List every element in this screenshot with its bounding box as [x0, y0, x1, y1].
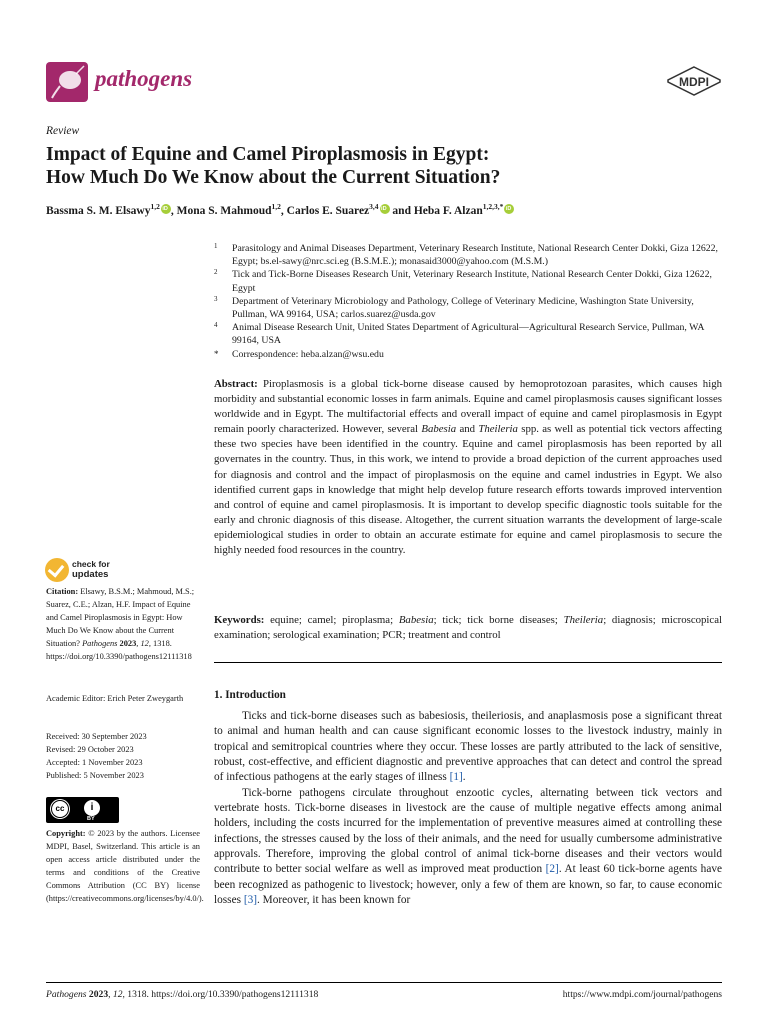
abstract-text: and — [456, 423, 479, 436]
article-title — [46, 143, 686, 189]
academic-editor: Academic Editor: Erich Peter Zweygarth — [46, 694, 184, 703]
affiliation-text: Tick and Tick-Borne Diseases Research Unit, Veterinary Research Institute, National Research Center Dokki, Giza 12622, Egypt — [232, 269, 712, 294]
affiliation-item — [214, 242, 724, 268]
copyright-notice — [46, 827, 204, 906]
check-updates-line1: check for — [72, 559, 110, 569]
author-list — [46, 202, 514, 217]
reference-link[interactable]: [2] — [545, 863, 559, 876]
keywords-text: equine; camel; piroplasma; — [264, 614, 399, 626]
citation-year: 2023 — [119, 639, 137, 649]
date-revised: Revised: 29 October 2023 — [46, 745, 134, 755]
reference-link[interactable]: [1] — [449, 771, 463, 784]
paragraph-text: . — [462, 771, 466, 784]
abstract-italic: Babesia — [421, 423, 457, 436]
footer-journal: Pathogens — [46, 989, 87, 1000]
by-label: BY — [87, 816, 95, 822]
reference-link[interactable]: [3] — [243, 894, 258, 907]
correspondence-text: Correspondence: heba.alzan@wsu.edu — [232, 348, 384, 360]
check-for-updates-button[interactable] — [45, 558, 125, 582]
footer-volume: 12 — [112, 989, 123, 1000]
title-line: Impact of Equine and Camel Piroplasmosis in Egypt: — [46, 144, 490, 165]
author-separator: and — [389, 204, 414, 217]
footer-year: 2023 — [88, 989, 109, 1000]
publication-dates — [46, 730, 200, 782]
paragraph-text: Ticks and tick-borne diseases such as babesiosis, theileriosis, and anaplasmosis pose a significant threat to animal and human health and can cause significant economic losses to the livestock industry, mainly in tropical and semitropical countries where they occur. These losses are partly attributed to the lack of sensitive, robust, cost-effective, and efficient diagnostic and preventive approaches that can detect and control the spread of infectious pathogens at the early stages of illness — [214, 710, 722, 784]
affiliation-text: Parasitology and Animal Diseases Department, Veterinary Research Institute, National Research Center Dokki, Giza 12622, Egypt; bs.el-sawy@nrc.sci.eg (B.S.M.E.); monasaid3000@yahoo.com (M.S.M.) — [232, 243, 718, 268]
orcid-icon[interactable] — [380, 204, 390, 214]
abstract-italic: Theileria — [478, 423, 518, 436]
keywords-label: Keywords: — [214, 614, 265, 626]
mdpi-logo-icon — [666, 66, 722, 96]
date-received: Received: 30 September 2023 — [46, 732, 147, 741]
check-updates-icon — [45, 558, 69, 582]
keywords-text: ; diagnosis; microscopical examination; serological examination; PCR; treatment and control — [214, 614, 723, 642]
journal-logo-icon — [46, 62, 88, 102]
affiliation-number: 1 — [214, 242, 218, 250]
abstract-text: spp. as well as potential tick vectors affecting these two species have been identified in the country. Equine and camel piroplasmosis has been reported by all governates in the country. Thus, in this work, we intend to provide a broad depiction of the current approaches used for diagnosis and control and the impact of piroplasmosis on the equine and camel industries in Egypt. We also identified current gaps in knowledge that might help develop future research efforts towards improved intervention and control of equine and camel piroplasmosis. It is important to develop specific diagnostic tools suitable for the early and chronic diagnosis of this disease. Altogether, the current situation warrants the development of large-scale epidemiological studies in order to obtain an accurate estimate for equine and camel piroplasmosis to secure the highly needed food resources in the country. — [214, 423, 722, 557]
copyright-label: Copyright: — [46, 829, 86, 838]
footer-doi[interactable]: , 1318. https://doi.org/10.3390/pathogens12111318 — [122, 989, 319, 1000]
author-name[interactable]: Heba F. Alzan — [413, 204, 483, 217]
correspondence — [214, 348, 724, 361]
affiliation-text: Department of Veterinary Microbiology and Pathology, College of Veterinary Medicine, Washington State University, Pullman, WA 99164, USA; carlos.suarez@usda.gov — [232, 295, 694, 321]
orcid-icon[interactable] — [504, 204, 514, 214]
affiliations — [214, 242, 724, 361]
orcid-icon[interactable] — [161, 204, 171, 214]
author-separator: , — [280, 204, 287, 217]
author-affil-sup: 1,2 — [150, 202, 160, 211]
cc-by-license-badge[interactable] — [46, 797, 119, 823]
copyright-text: © 2023 by the authors. Licensee MDPI, Basel, Switzerland. This article is an open access article distributed under the terms and conditions of the Creative Commons Attribution (CC BY) license (https://creativecommons.org/licenses/by/4.0/). — [46, 829, 204, 904]
author-name[interactable]: Carlos E. Suarez — [286, 204, 370, 217]
paragraph — [214, 709, 722, 786]
by-person-icon: i — [84, 800, 100, 816]
footer-journal-url[interactable]: https://www.mdpi.com/journal/pathogens — [562, 989, 722, 1000]
abstract — [214, 377, 722, 558]
intro-body — [214, 709, 722, 908]
affiliation-number: 2 — [214, 268, 218, 277]
author-affil-sup: 3,4 — [369, 202, 379, 211]
check-updates-line2: updates — [72, 569, 109, 580]
keywords-italic: Babesia — [398, 614, 434, 626]
title-line: How Much Do We Know about the Current Situation? — [46, 167, 501, 188]
cc-icon: cc — [51, 800, 69, 818]
correspondence-mark: * — [214, 348, 219, 359]
keywords-italic: Theileria — [563, 614, 604, 626]
affiliation-number: 4 — [214, 321, 218, 330]
section-heading: 1. Introduction — [214, 689, 286, 701]
affiliation-item — [214, 295, 724, 321]
citation-journal: Pathogens — [82, 639, 118, 649]
abstract-label: Abstract: — [214, 378, 258, 390]
publisher-name: MDPI — [679, 75, 709, 89]
affiliation-text: Animal Disease Research Unit, United States Department of Agricultural—Agricultural Research Service, Pullman, WA 99164, USA — [232, 322, 704, 347]
affiliation-number: 3 — [214, 294, 218, 303]
author-affil-sup: 1,2,3,* — [482, 202, 504, 211]
author-affil-sup: 1,2 — [271, 202, 281, 211]
keywords-text: ; tick; tick borne diseases; — [433, 614, 564, 626]
author-separator: , — [170, 204, 177, 217]
citation-volume: 12 — [140, 639, 149, 649]
paragraph-text: Tick-borne pathogens circulate throughout enzootic cycles, alternating between tick vectors and vertebrate hosts. Tick-borne diseases in livestock are the cause of multiple negative effects among animal holders, including the costs incurred for the implementation of preventive measures aimed at controlling these infections, the stresses caused by the loss of their animals, and the need for usually cumbersome administrative approvals. Therefore, improving the global control of animal tick-borne diseases and their vectors would contribute to better social welfare as well as improved meat production — [214, 786, 722, 876]
article-type: Review — [46, 125, 80, 137]
abstract-text: Piroplasmosis is a global tick-borne disease caused by hemoprotozoan parasites, which causes high morbidity and substantial economic losses in farm animals. Equine and camel piroplasmosis causes significant losses worldwide and in Egypt. The multifactorial effects and overall impact of equine and camel piroplasmosis in Egypt remain poorly characterized. However, several — [214, 378, 722, 436]
keywords — [214, 613, 722, 643]
citation: Citation: Elsawy, B.S.M.; Mahmoud, M.S.; Suarez, C.E.; Alzan, H.F. Impact of Equine and Camel Piroplasmosis in Egypt: How Much Do We Know about the Current Situation? Pathogens 2023, 12, 1318. https://doi.org/10.3390/pathogens12111318 — [46, 587, 195, 662]
journal-name: pathogens — [95, 66, 193, 91]
citation-doi[interactable]: , 1318. https://doi.org/10.3390/pathogens12111318 — [46, 639, 192, 662]
author-name[interactable]: Mona S. Mahmoud — [176, 204, 272, 217]
affiliation-item — [214, 268, 724, 294]
paragraph — [214, 786, 722, 909]
date-accepted: Accepted: 1 November 2023 — [46, 758, 143, 768]
paragraph-text: . Moreover, it has been known for — [257, 894, 411, 907]
footer-divider — [46, 982, 722, 983]
citation-text: Elsawy, B.S.M.; Mahmoud, M.S.; Suarez, C.E.; Alzan, H.F. Impact of Equine and Camel Piroplasmosis in Egypt: How Much Do We Know about the Current Situation? — [46, 587, 195, 649]
footer-citation: Pathogens 2023, 12, 1318. https://doi.org/10.3390/pathogens12111318 — [46, 989, 319, 1000]
divider — [214, 662, 722, 663]
date-published: Published: 5 November 2023 — [46, 771, 144, 781]
citation-label: Citation: — [46, 587, 79, 596]
author-name[interactable]: Bassma S. M. Elsawy — [46, 204, 151, 217]
affiliation-item — [214, 321, 724, 347]
paragraph-text: . At least 60 tick-borne agents have been recognized as pathogenic to livestock; however, only a few of them are known, so far, to cause economic losses — [214, 863, 722, 907]
